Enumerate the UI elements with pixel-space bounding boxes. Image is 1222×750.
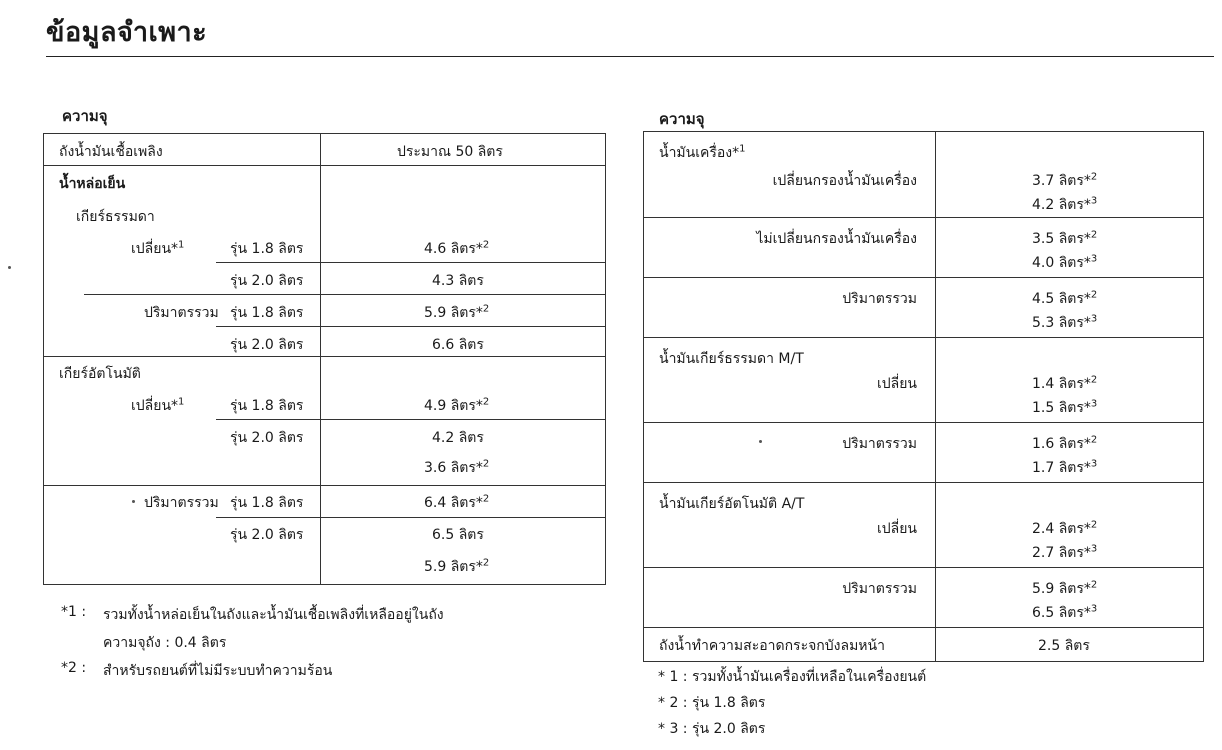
divider [216,517,321,518]
auto-total-20a-value: 6.5 ลิตร [432,527,484,543]
auto-total-model-20: รุ่น 2.0 ลิตร [230,527,304,543]
table-row-engine-oil-with-filter [644,132,1204,218]
mt-change-value-18: 1.4 ลิตร*$^2$ [1032,374,1098,392]
with-filter-label: เปลี่ยนกรองน้ำมันเครื่อง [772,173,917,189]
manual-total-18-value: 5.9 ลิตร*$^2$ [424,303,490,321]
auto-change-model-18: รุ่น 1.8 ลิตร [230,398,304,414]
table-row-coolant-manual [44,166,606,357]
left-section-heading: ความจุ [62,107,108,125]
divider [320,517,605,518]
auto-total-20b-value: 5.9 ลิตร*$^2$ [424,557,490,575]
at-total-label: ปริมาตรรวม [842,581,917,597]
left-note-1-mark: *1 : [61,604,87,620]
divider [216,419,321,420]
mt-total-value-20: 1.7 ลิตร*$^3$ [1032,458,1098,476]
fuel-tank-value: ประมาณ 50 ลิตร [397,144,503,160]
auto-total-model-18: รุ่น 1.8 ลิตร [230,495,304,511]
mt-total-label: ปริมาตรรวม [842,436,917,452]
fuel-tank-label: ถังน้ำมันเชื้อเพลิง [59,144,163,160]
washer-tank-label: ถังน้ำทำความสะอาดกระจกบังลมหน้า [659,638,885,654]
manual-label: เกียร์ธรรมดา [76,209,155,225]
mt-total-value-18: 1.6 ลิตร*$^2$ [1032,434,1098,452]
speck-mark [8,266,11,269]
divider [320,326,605,327]
right-note-3: * 3 : รุ่น 2.0 ลิตร [658,721,766,737]
table-row-mt-total [644,423,1204,483]
manual-total-20-value: 6.6 ลิตร [432,337,484,353]
divider [216,326,321,327]
engine-oil-label: น้ำมันเครื่อง*$^1$ [659,143,746,161]
auto-change-18-value: 4.9 ลิตร*$^2$ [424,396,490,414]
left-note-1-line-1: รวมทั้งน้ำหล่อเย็นในถังและน้ำมันเชื้อเพลิงที่เหลืออยู่ในถัง [103,607,444,623]
table-row-at-change [644,483,1204,568]
mt-label: น้ำมันเกียร์ธรรมดา M/T [659,351,804,367]
auto-change-model-20: รุ่น 2.0 ลิตร [230,430,304,446]
without-filter-label: ไม่เปลี่ยนกรองน้ำมันเครื่อง [756,231,917,247]
at-change-label: เปลี่ยน [876,521,917,537]
divider [320,294,605,295]
left-note-1-line-2: ความจุถัง : 0.4 ลิตร [103,635,227,651]
oil-total-label: ปริมาตรรวม [842,291,917,307]
table-row-auto-total [44,486,606,585]
table-row-washer-tank [644,628,1204,662]
page-title: ข้อมูลจำเพาะ [46,17,208,48]
at-change-value-18: 2.4 ลิตร*$^2$ [1032,519,1098,537]
auto-total-18-value: 6.4 ลิตร*$^2$ [424,493,490,511]
speck-mark [132,500,135,503]
without-filter-value-18: 3.5 ลิตร*$^2$ [1032,229,1098,247]
right-note-1: * 1 : รวมทั้งน้ำมันเครื่องที่เหลือในเครื่องยนต์ [658,669,927,685]
with-filter-value-18: 3.7 ลิตร*$^2$ [1032,171,1098,189]
without-filter-value-20: 4.0 ลิตร*$^3$ [1032,253,1098,271]
table-row-auto-change [44,357,606,486]
oil-total-value-20: 5.3 ลิตร*$^3$ [1032,313,1098,331]
auto-change-20a-value: 4.2 ลิตร [432,430,484,446]
auto-total-label: ปริมาตรรวม [144,495,219,511]
manual-change-label: เปลี่ยน*$^1$ [131,239,185,257]
table-row-engine-oil-total [644,278,1204,338]
at-label: น้ำมันเกียร์อัตโนมัติ A/T [659,496,805,512]
manual-change-20-value: 4.3 ลิตร [432,273,484,289]
washer-tank-value: 2.5 ลิตร [1038,638,1090,654]
mt-change-value-20: 1.5 ลิตร*$^3$ [1032,398,1098,416]
mt-change-label: เปลี่ยน [876,376,917,392]
oil-total-value-18: 4.5 ลิตร*$^2$ [1032,289,1098,307]
manual-total-model-20: รุ่น 2.0 ลิตร [230,337,304,353]
manual-total-label: ปริมาตรรวม [144,305,219,321]
left-note-2-text: สำหรับรถยนต์ที่ไม่มีระบบทำความร้อน [103,663,333,679]
title-divider [46,56,1214,57]
right-note-2: * 2 : รุ่น 1.8 ลิตร [658,695,766,711]
with-filter-value-20: 4.2 ลิตร*$^3$ [1032,195,1098,213]
right-section-heading: ความจุ [659,110,705,128]
manual-change-model-20: รุ่น 2.0 ลิตร [230,273,304,289]
right-capacity-table [643,131,1204,662]
manual-change-model-18: รุ่น 1.8 ลิตร [230,241,304,257]
left-capacity-table [43,133,606,585]
table-row-mt-change [644,338,1204,423]
at-change-value-20: 2.7 ลิตร*$^3$ [1032,543,1098,561]
divider [216,262,321,263]
auto-change-20b-value: 3.6 ลิตร*$^2$ [424,458,490,476]
table-row-engine-oil-without-filter [644,218,1204,278]
speck-mark [759,440,762,443]
auto-change-label: เปลี่ยน*$^1$ [131,396,185,414]
table-row-fuel-tank [44,134,606,166]
coolant-label: น้ำหล่อเย็น [59,176,126,192]
divider [320,419,605,420]
at-total-value-20: 6.5 ลิตร*$^3$ [1032,603,1098,621]
manual-total-model-18: รุ่น 1.8 ลิตร [230,305,304,321]
at-total-value-18: 5.9 ลิตร*$^2$ [1032,579,1098,597]
divider [320,262,605,263]
auto-label: เกียร์อัตโนมัติ [59,366,141,382]
divider [84,294,321,295]
left-note-2-mark: *2 : [61,660,87,676]
manual-change-18-value: 4.6 ลิตร*$^2$ [424,239,490,257]
table-row-at-total [644,568,1204,628]
